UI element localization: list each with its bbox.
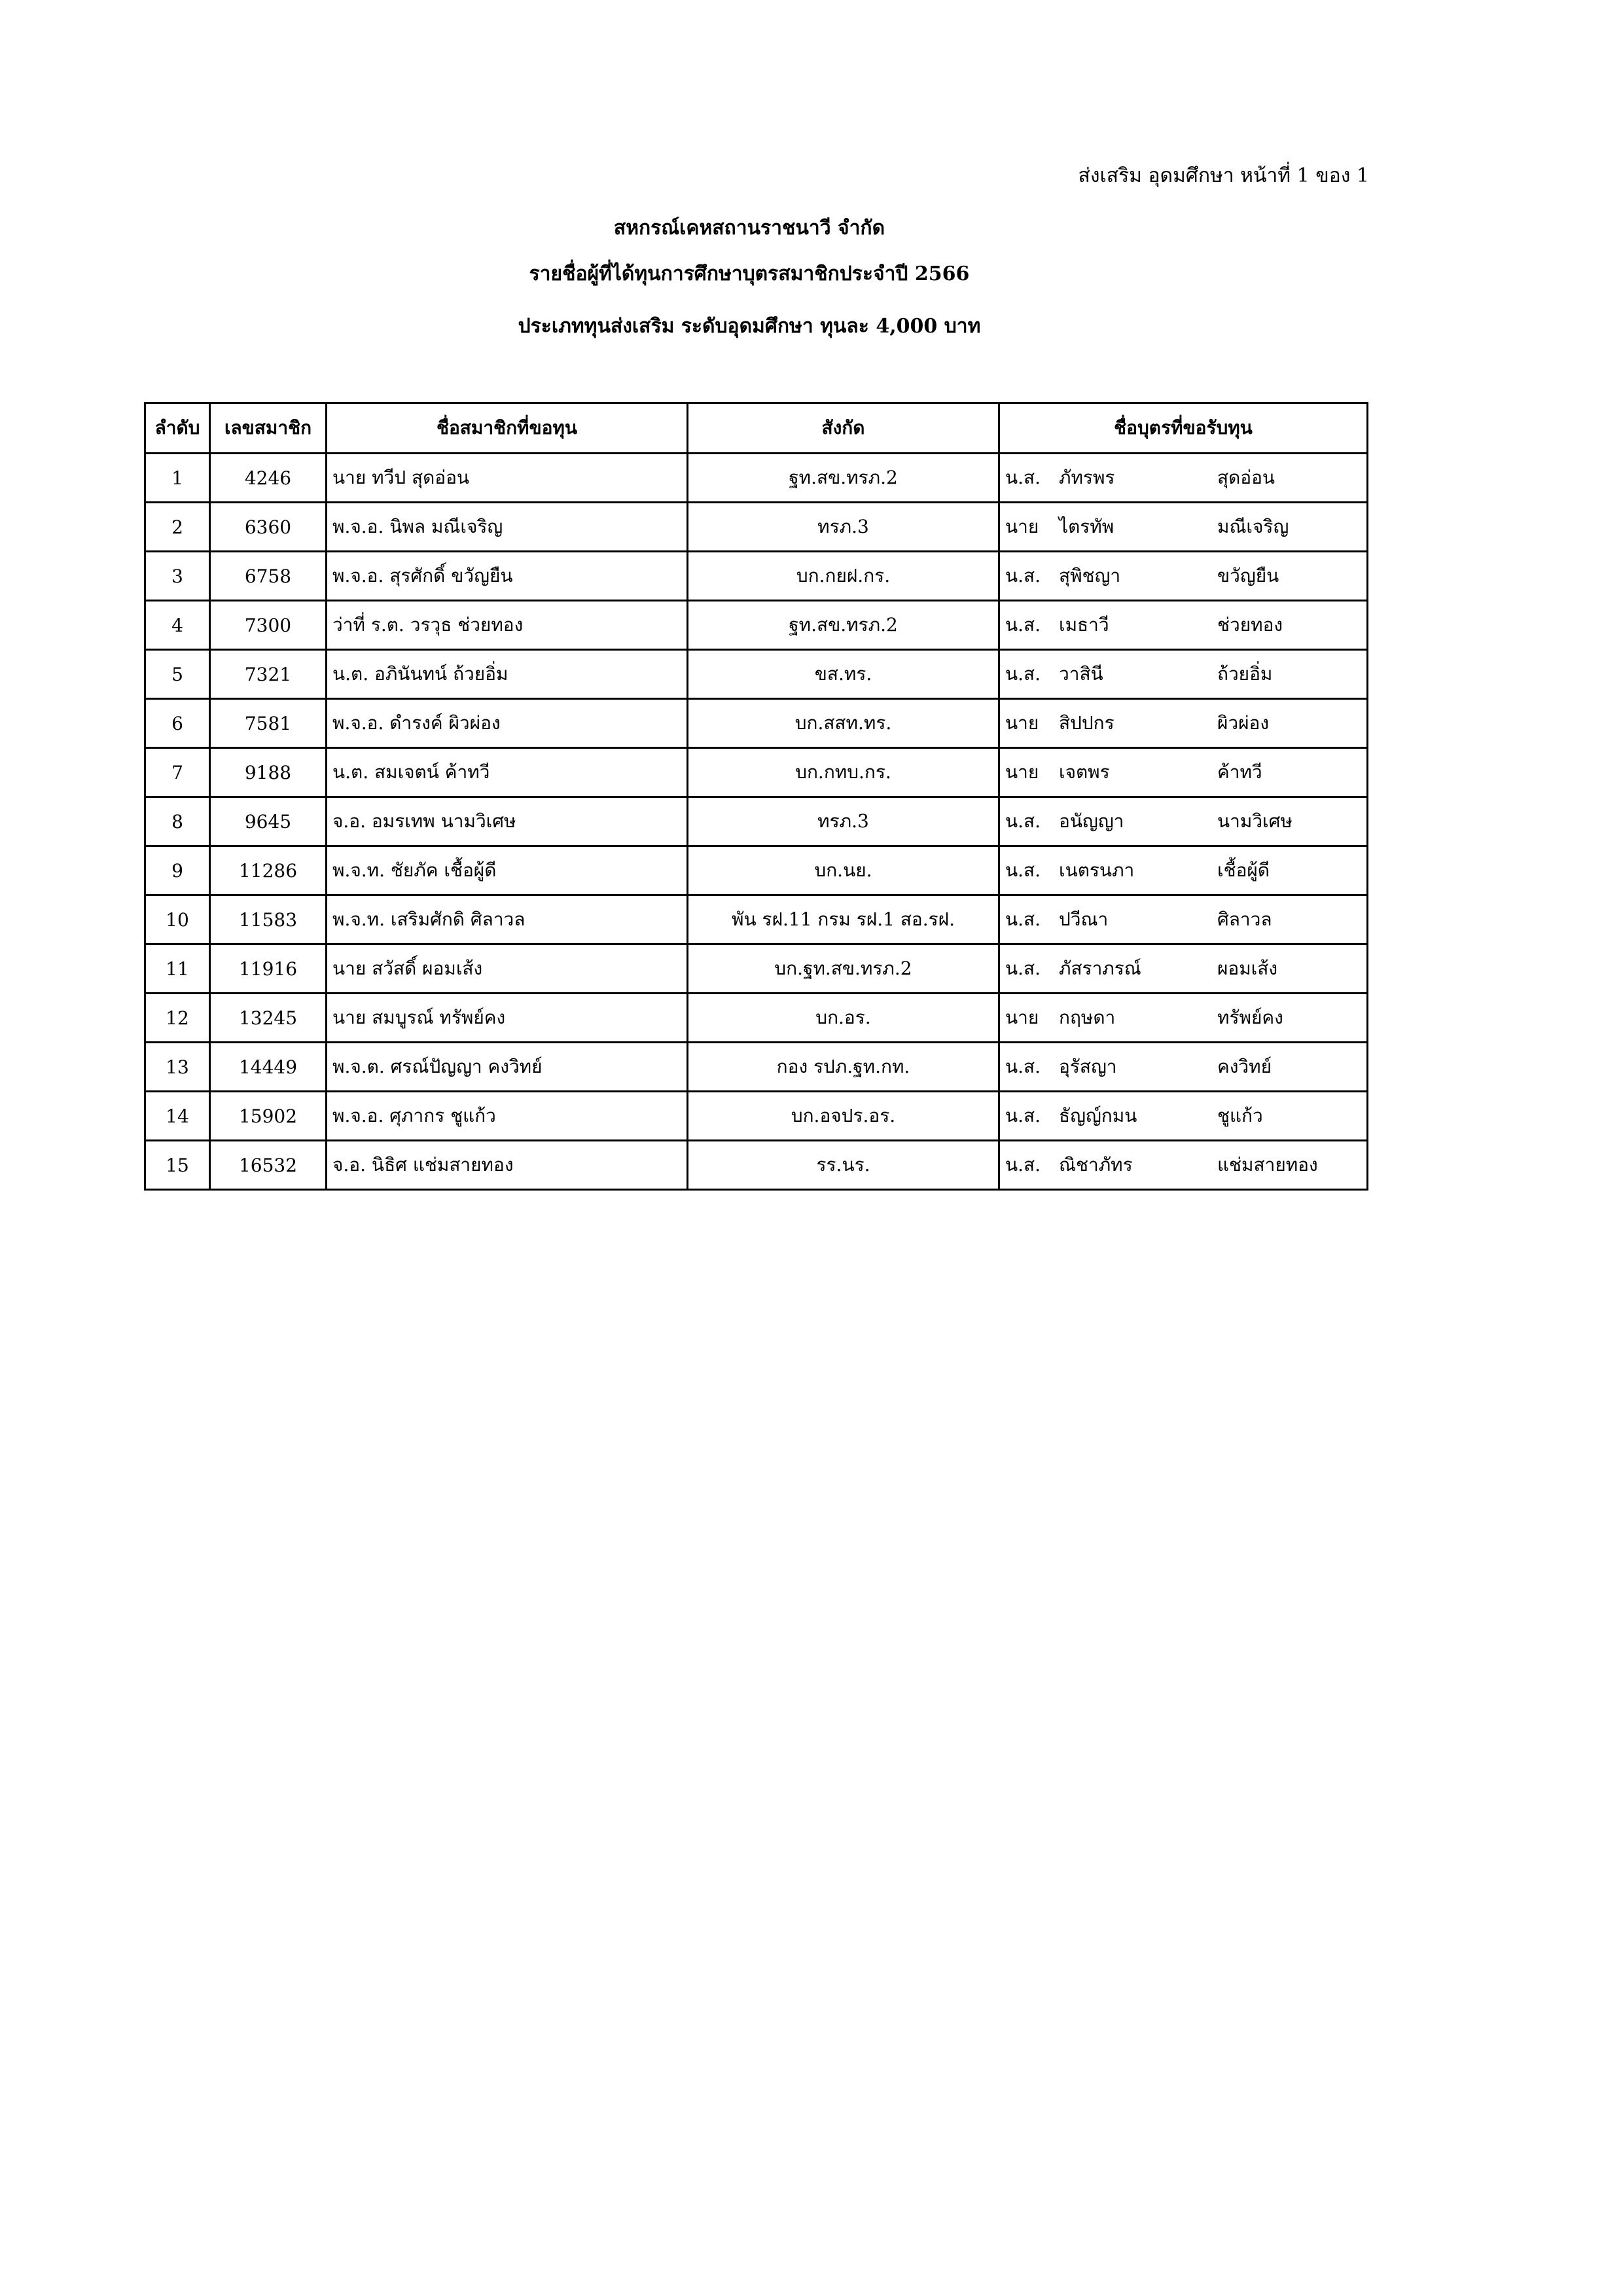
document-title: รายชื่อผู้ที่ได้ทุนการศึกษาบุตรสมาชิกประจำปี 2566 <box>529 262 970 285</box>
header-no: ลำดับ <box>145 403 210 454</box>
cell-member-id: 11286 <box>210 846 327 895</box>
cell-no: 10 <box>145 895 210 944</box>
cell-child-name <box>999 1141 1368 1190</box>
cell-member-name: พ.จ.อ. นิพล มณีเจริญ <box>327 503 688 552</box>
cell-no: 1 <box>145 454 210 503</box>
cell-child-name <box>999 994 1368 1043</box>
cell-unit: ฐท.สข.ทรภ.2 <box>688 454 999 503</box>
cell-member-id: 13245 <box>210 994 327 1043</box>
cell-child-title: นาย <box>1005 761 1039 783</box>
cell-unit: รร.นร. <box>688 1141 999 1190</box>
cell-unit: บก.กทบ.กร. <box>688 748 999 797</box>
table-row <box>145 797 1368 846</box>
table-row <box>145 895 1368 944</box>
table-row <box>145 601 1368 650</box>
cell-child-first: กฤษดา <box>1059 1007 1116 1028</box>
cell-child-title: น.ส. <box>1005 810 1041 832</box>
table-body <box>145 454 1368 1190</box>
cell-child-title: นาย <box>1005 712 1039 734</box>
cell-child-first: เจตพร <box>1059 761 1110 783</box>
cell-member-name: น.ต. อภินันทน์ ถ้วยอิ่ม <box>327 650 688 699</box>
cell-child-last: ทรัพย์คง <box>1217 1007 1283 1028</box>
cell-child-last: ค้าทวี <box>1217 761 1262 783</box>
cell-child-title: น.ส. <box>1005 467 1041 488</box>
header-child-name: ชื่อบุตรที่ขอรับทุน <box>999 403 1368 454</box>
cell-child-last: ชูแก้ว <box>1217 1105 1263 1126</box>
cell-child-name <box>999 650 1368 699</box>
cell-member-id: 7581 <box>210 699 327 748</box>
table-row <box>145 454 1368 503</box>
cell-member-name: พ.จ.ท. ชัยภัค เชื้อผู้ดี <box>327 846 688 895</box>
cell-unit: ทรภ.3 <box>688 503 999 552</box>
cell-member-name: จ.อ. อมรเทพ นามวิเศษ <box>327 797 688 846</box>
cell-child-last: ถ้วยอิ่ม <box>1217 663 1273 685</box>
organization-heading: สหกรณ์เคหสถานราชนาวี จำกัด <box>613 217 885 240</box>
cell-unit: กอง รปภ.ฐท.กท. <box>688 1043 999 1092</box>
cell-no: 2 <box>145 503 210 552</box>
cell-member-id: 7300 <box>210 601 327 650</box>
cell-no: 3 <box>145 552 210 601</box>
table-row <box>145 650 1368 699</box>
cell-member-id: 7321 <box>210 650 327 699</box>
document-subtitle: ประเภททุนส่งเสริม ระดับอุดมศึกษา ทุนละ 4,000 บาท <box>518 315 981 338</box>
cell-member-name: นาย สมบูรณ์ ทรัพย์คง <box>327 994 688 1043</box>
page-reference: ส่งเสริม อุดมศึกษา หน้าที่ 1 ของ 1 <box>1078 164 1369 187</box>
cell-child-last: คงวิทย์ <box>1217 1056 1272 1077</box>
cell-no: 11 <box>145 944 210 994</box>
cell-child-title: น.ส. <box>1005 859 1041 881</box>
cell-child-last: เชื้อผู้ดี <box>1217 859 1270 881</box>
table-row <box>145 552 1368 601</box>
cell-child-title: น.ส. <box>1005 908 1041 930</box>
cell-child-title: น.ส. <box>1005 565 1041 586</box>
cell-child-title: น.ส. <box>1005 1056 1041 1077</box>
cell-child-first: เมธาวี <box>1059 614 1109 636</box>
cell-child-last: ศิลาวล <box>1217 908 1272 930</box>
cell-child-last: ช่วยทอง <box>1217 614 1283 636</box>
cell-member-name: พ.จ.อ. ศุภากร ชูแก้ว <box>327 1092 688 1141</box>
cell-unit: บก.กยฝ.กร. <box>688 552 999 601</box>
cell-child-first: อนัญญา <box>1059 810 1124 832</box>
cell-child-first: ภัสราภรณ์ <box>1059 958 1141 979</box>
cell-child-name <box>999 895 1368 944</box>
cell-child-title: นาย <box>1005 516 1039 537</box>
cell-child-title: น.ส. <box>1005 614 1041 636</box>
cell-member-name: พ.จ.อ. สุรศักดิ์ ขวัญยืน <box>327 552 688 601</box>
cell-no: 7 <box>145 748 210 797</box>
cell-member-name: พ.จ.อ. ดำรงค์ ผิวผ่อง <box>327 699 688 748</box>
cell-no: 4 <box>145 601 210 650</box>
cell-child-title: น.ส. <box>1005 958 1041 979</box>
table-row <box>145 1092 1368 1141</box>
cell-member-name: พ.จ.ต. ศรณ์ปัญญา คงวิทย์ <box>327 1043 688 1092</box>
cell-member-id: 16532 <box>210 1141 327 1190</box>
cell-member-name: ว่าที่ ร.ต. วรวุธ ช่วยทอง <box>327 601 688 650</box>
cell-child-last: สุดอ่อน <box>1217 467 1275 488</box>
table-row <box>145 994 1368 1043</box>
cell-child-last: แช่มสายทอง <box>1217 1154 1318 1175</box>
cell-child-last: มณีเจริญ <box>1217 516 1289 537</box>
cell-unit: บก.สสท.ทร. <box>688 699 999 748</box>
cell-child-name <box>999 552 1368 601</box>
cell-member-id: 11916 <box>210 944 327 994</box>
cell-unit: ฐท.สข.ทรภ.2 <box>688 601 999 650</box>
cell-child-name <box>999 748 1368 797</box>
cell-child-last: นามวิเศษ <box>1217 810 1293 832</box>
cell-child-title: น.ส. <box>1005 1154 1041 1175</box>
header-member-name: ชื่อสมาชิกที่ขอทุน <box>327 403 688 454</box>
cell-member-id: 6360 <box>210 503 327 552</box>
cell-member-id: 9188 <box>210 748 327 797</box>
cell-child-title: น.ส. <box>1005 663 1041 685</box>
cell-unit: พัน รฝ.11 กรม รฝ.1 สอ.รฝ. <box>688 895 999 944</box>
cell-no: 14 <box>145 1092 210 1141</box>
scholarship-table <box>144 402 1368 1191</box>
cell-member-id: 11583 <box>210 895 327 944</box>
cell-child-name <box>999 699 1368 748</box>
cell-unit: บก.นย. <box>688 846 999 895</box>
header-unit: สังกัด <box>688 403 999 454</box>
header-member-id: เลขสมาชิก <box>210 403 327 454</box>
cell-no: 8 <box>145 797 210 846</box>
cell-unit: บก.อร. <box>688 994 999 1043</box>
cell-child-name <box>999 454 1368 503</box>
cell-no: 5 <box>145 650 210 699</box>
cell-unit: บก.อจปร.อร. <box>688 1092 999 1141</box>
table-row <box>145 748 1368 797</box>
cell-unit: ขส.ทร. <box>688 650 999 699</box>
table-row <box>145 699 1368 748</box>
cell-no: 15 <box>145 1141 210 1190</box>
cell-no: 13 <box>145 1043 210 1092</box>
cell-member-name: นาย ทวีป สุดอ่อน <box>327 454 688 503</box>
cell-child-name <box>999 797 1368 846</box>
cell-child-name <box>999 503 1368 552</box>
cell-child-first: สุพิชญา <box>1059 565 1121 586</box>
cell-member-id: 15902 <box>210 1092 327 1141</box>
table-row <box>145 503 1368 552</box>
cell-child-name <box>999 1092 1368 1141</box>
cell-child-first: ปวีณา <box>1059 908 1109 930</box>
cell-member-id: 6758 <box>210 552 327 601</box>
cell-member-name: จ.อ. นิธิศ แช่มสายทอง <box>327 1141 688 1190</box>
cell-child-first: สิปปกร <box>1059 712 1115 734</box>
cell-member-name: นาย สวัสดิ์ ผอมเส้ง <box>327 944 688 994</box>
cell-child-last: ผอมเส้ง <box>1217 958 1278 979</box>
cell-no: 6 <box>145 699 210 748</box>
cell-child-first: ภัทรพร <box>1059 467 1115 488</box>
cell-child-first: เนตรนภา <box>1059 859 1135 881</box>
cell-member-id: 14449 <box>210 1043 327 1092</box>
cell-child-name <box>999 944 1368 994</box>
table-row <box>145 846 1368 895</box>
cell-unit: ทรภ.3 <box>688 797 999 846</box>
cell-child-name <box>999 846 1368 895</box>
cell-member-name: น.ต. สมเจตน์ ค้าทวี <box>327 748 688 797</box>
cell-child-first: ธัญญ์กมน <box>1059 1105 1137 1126</box>
cell-unit: บก.ฐท.สข.ทรภ.2 <box>688 944 999 994</box>
cell-child-name <box>999 601 1368 650</box>
table-row <box>145 944 1368 994</box>
cell-child-title: น.ส. <box>1005 1105 1041 1126</box>
cell-child-first: อุรัสญา <box>1059 1056 1117 1077</box>
table-row <box>145 1043 1368 1092</box>
cell-child-last: ขวัญยืน <box>1217 565 1279 586</box>
table-header-row <box>145 403 1368 454</box>
cell-member-name: พ.จ.ท. เสริมศักดิ ศิลาวล <box>327 895 688 944</box>
cell-child-first: วาสินี <box>1059 663 1103 685</box>
cell-child-title: นาย <box>1005 1007 1039 1028</box>
cell-no: 12 <box>145 994 210 1043</box>
table-row <box>145 1141 1368 1190</box>
cell-child-first: ไตรทัพ <box>1059 516 1115 537</box>
cell-child-name <box>999 1043 1368 1092</box>
cell-member-id: 4246 <box>210 454 327 503</box>
cell-no: 9 <box>145 846 210 895</box>
cell-child-last: ผิวผ่อง <box>1217 712 1270 734</box>
cell-member-id: 9645 <box>210 797 327 846</box>
cell-child-first: ณิชาภัทร <box>1059 1154 1133 1175</box>
